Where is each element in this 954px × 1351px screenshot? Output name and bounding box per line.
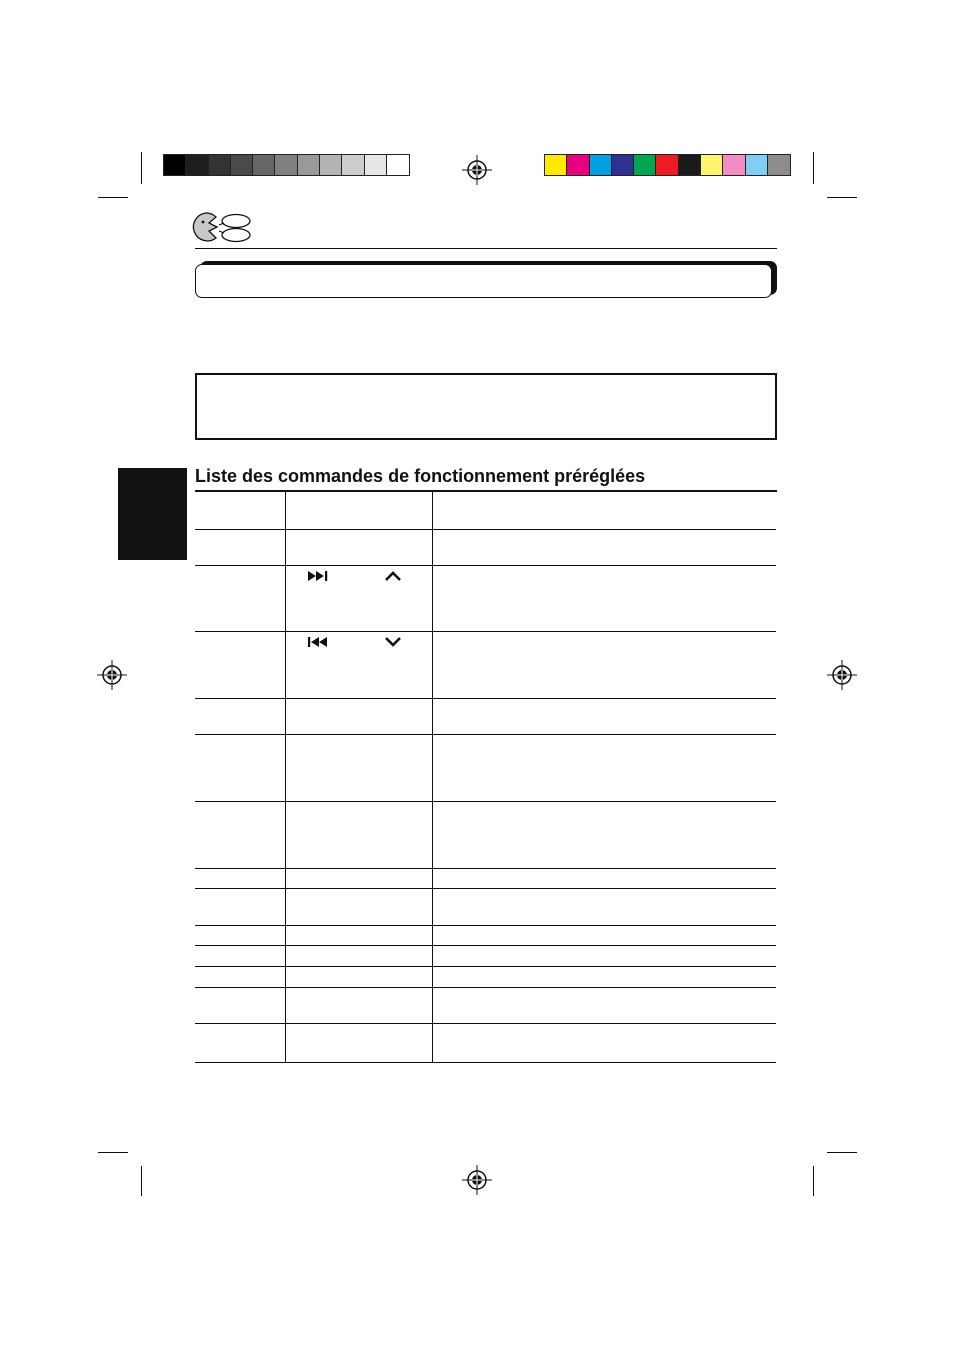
table-row: [195, 698, 776, 734]
language-side-tab: [118, 468, 187, 560]
next-track-icon: [308, 570, 334, 585]
table-cell: [285, 1023, 432, 1062]
grayscale-bar: [163, 154, 410, 176]
process-color-swatch: [746, 155, 768, 175]
table-cell: [432, 868, 776, 888]
note-box: [195, 373, 777, 440]
process-color-swatch: [656, 155, 678, 175]
crop-mark: [813, 152, 814, 184]
header-rule: [195, 248, 777, 249]
table-cell: [432, 491, 776, 529]
table-cell: [195, 966, 285, 987]
table-row: [195, 801, 776, 868]
prev-track-icon: [308, 636, 334, 651]
section-heading: Liste des commandes de fonctionnement préréglées: [195, 463, 777, 492]
table-cell: [285, 888, 432, 925]
table-cell: [285, 631, 432, 698]
chevron-down-icon: [384, 636, 402, 651]
grayscale-swatch: [209, 155, 231, 175]
grayscale-swatch: [387, 155, 409, 175]
table-cell: [195, 698, 285, 734]
table-cell: [195, 734, 285, 801]
table-cell: [432, 734, 776, 801]
table-cell: [432, 698, 776, 734]
table-cell: [285, 966, 432, 987]
grayscale-swatch: [342, 155, 364, 175]
table-cell: [195, 868, 285, 888]
chevron-up-icon: [384, 570, 402, 585]
table-cell: [195, 529, 285, 565]
process-color-swatch: [612, 155, 634, 175]
process-color-swatch: [634, 155, 656, 175]
voice-command-icon: [189, 211, 253, 245]
table-cell: [285, 734, 432, 801]
table-cell: [432, 945, 776, 966]
table-cell: [432, 801, 776, 868]
table-row: [195, 565, 776, 631]
process-color-swatch: [590, 155, 612, 175]
table-cell: [285, 925, 432, 945]
process-color-swatch: [545, 155, 567, 175]
crop-mark: [141, 152, 142, 184]
table-cell: [195, 565, 285, 631]
crop-mark: [813, 1166, 814, 1196]
crop-mark: [98, 197, 128, 198]
process-color-swatch: [768, 155, 790, 175]
table-cell: [195, 987, 285, 1023]
process-color-swatch: [567, 155, 589, 175]
table-row: [195, 925, 776, 945]
preset-command-table: [195, 491, 776, 1063]
title-box: [195, 264, 772, 298]
crop-mark: [827, 1152, 857, 1153]
grayscale-swatch: [164, 155, 186, 175]
table-row: [195, 888, 776, 925]
process-color-swatch: [723, 155, 745, 175]
table-cell: [432, 966, 776, 987]
table-cell: [285, 987, 432, 1023]
table-row: [195, 1023, 776, 1062]
crop-mark: [141, 1166, 142, 1196]
registration-target-icon: [462, 155, 492, 185]
table-cell: [285, 565, 432, 631]
grayscale-swatch: [275, 155, 297, 175]
table-cell: [285, 801, 432, 868]
table-row: [195, 529, 776, 565]
grayscale-swatch: [253, 155, 275, 175]
table-cell: [432, 565, 776, 631]
table-cell: [195, 1023, 285, 1062]
grayscale-swatch: [231, 155, 253, 175]
table-cell: [432, 631, 776, 698]
registration-target-icon: [827, 660, 857, 690]
table-row: [195, 631, 776, 698]
table-row: [195, 987, 776, 1023]
crop-mark: [827, 197, 857, 198]
crop-mark: [98, 1152, 128, 1153]
grayscale-swatch: [186, 155, 208, 175]
process-color-bar: [544, 154, 791, 176]
table-cell: [432, 529, 776, 565]
grayscale-swatch: [320, 155, 342, 175]
table-cell: [285, 945, 432, 966]
table-cell: [195, 491, 285, 529]
table-cell: [432, 925, 776, 945]
table-cell: [195, 925, 285, 945]
table-cell: [285, 698, 432, 734]
table-row: [195, 868, 776, 888]
table-cell: [195, 945, 285, 966]
grayscale-swatch: [298, 155, 320, 175]
table-row: [195, 734, 776, 801]
table-cell: [195, 888, 285, 925]
process-color-swatch: [701, 155, 723, 175]
table-cell: [432, 987, 776, 1023]
table-cell: [285, 529, 432, 565]
registration-target-icon: [462, 1165, 492, 1195]
table-row: [195, 491, 776, 529]
table-row: [195, 966, 776, 987]
registration-target-icon: [97, 660, 127, 690]
table-cell: [432, 1023, 776, 1062]
grayscale-swatch: [365, 155, 387, 175]
table-row: [195, 945, 776, 966]
table-cell: [432, 888, 776, 925]
process-color-swatch: [679, 155, 701, 175]
table-cell: [195, 631, 285, 698]
table-cell: [285, 868, 432, 888]
table-cell: [285, 491, 432, 529]
table-cell: [195, 801, 285, 868]
